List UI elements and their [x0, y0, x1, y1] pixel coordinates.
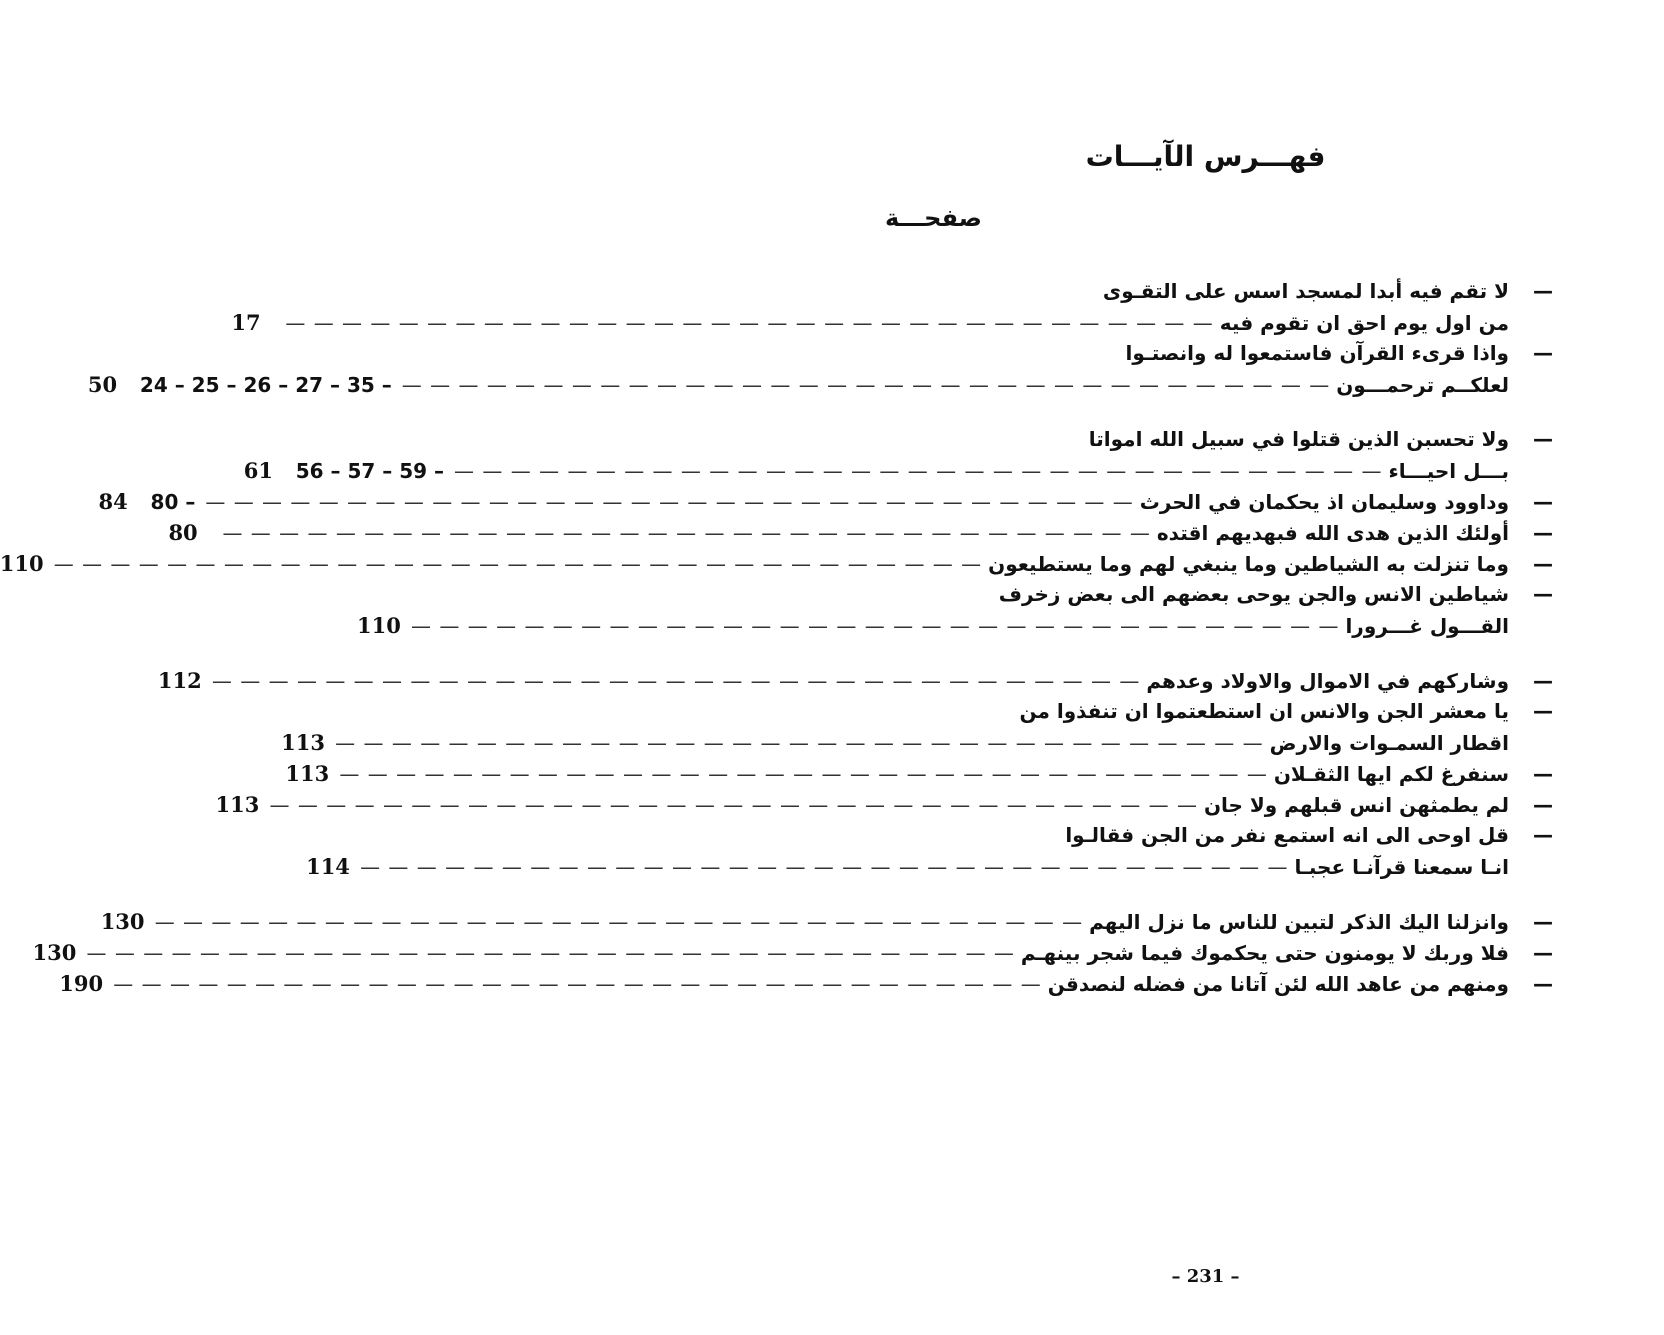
index-entry — [281, 696, 1553, 758]
page-ref: 17 — [231, 310, 261, 335]
entry-line — [875, 276, 1553, 307]
entry-final-line — [306, 851, 1553, 882]
dot-leader: — — — — — — — — — — — — — — — — — — — — — — — — — — — — — — — — — — [401, 373, 1331, 397]
page-column-label: صفحـــة — [885, 204, 982, 232]
page-ref: 113 — [285, 761, 330, 786]
index-entry — [243, 424, 1553, 486]
verse-text: ومنهم من عاهد الله لئن آتانا من فضله لنصدقن — [1047, 972, 1509, 996]
page-ref: 84 — [98, 489, 128, 514]
verse-text: سنفرغ لكم ايها الثقـلان — [1273, 762, 1509, 786]
entry-dash: — — [1533, 762, 1553, 786]
dot-leader: — — — — — — — — — — — — — — — — — — — — — — — — — — — — — — — — — — [222, 521, 1151, 545]
index-entry — [285, 758, 1553, 789]
index-entry — [0, 548, 1553, 579]
entry-final-line — [87, 369, 1553, 400]
entry-line — [875, 424, 1553, 455]
index-entry — [32, 937, 1553, 968]
dot-leader: — — — — — — — — — — — — — — — — — — — — — — — — — — — — — — — — — — [269, 793, 1198, 817]
verse-text: القـــول غـــرورا — [1345, 614, 1509, 638]
verse-text: بـــل احيـــاء — [1388, 459, 1509, 483]
entry-dash: — — [1533, 279, 1553, 303]
index-entry — [157, 665, 1553, 696]
entry-final-line — [100, 906, 1553, 937]
entry-dash: — — [1533, 941, 1553, 965]
dot-leader: — — — — — — — — — — — — — — — — — — — — — — — — — — — — — — — — — — [211, 669, 1141, 693]
entry-line — [875, 696, 1553, 727]
dot-leader: — — — — — — — — — — — — — — — — — — — — — — — — — — — — — — — — — — [339, 762, 1268, 786]
entry-dash: — — [1533, 910, 1553, 934]
index-entry — [168, 517, 1553, 548]
verse-text: وشاركهم في الاموال والاولاد وعدهم — [1146, 669, 1509, 693]
entry-final-line — [168, 517, 1553, 548]
index-entry — [357, 579, 1553, 641]
entry-final-line — [281, 727, 1553, 758]
verse-text: يا معشر الجن والانس ان استطعتموا ان تنفذوا من — [1019, 699, 1509, 723]
entry-line — [875, 338, 1553, 369]
entry-final-line — [59, 968, 1553, 999]
page-number: – 231 – — [1171, 1266, 1240, 1287]
dot-leader: — — — — — — — — — — — — — — — — — — — — — — — — — — — — — — — — — — [285, 311, 1214, 335]
index-entry — [59, 968, 1553, 999]
page-ref: 110 — [0, 551, 44, 576]
page-refs: 80 – — [150, 490, 196, 514]
verse-text: وداوود وسليمان اذ يحكمان في الحرث — [1139, 490, 1509, 514]
page-ref: 50 — [87, 372, 118, 397]
entry-dash: — — [1533, 972, 1553, 996]
entry-dash: — — [1533, 699, 1553, 723]
dot-leader: — — — — — — — — — — — — — — — — — — — — — — — — — — — — — — — — — — [360, 855, 1289, 879]
entry-dash: — — [1533, 669, 1553, 693]
index-entry — [98, 486, 1553, 517]
page-ref: 130 — [32, 940, 77, 965]
dot-leader: — — — — — — — — — — — — — — — — — — — — — — — — — — — — — — — — — — [113, 972, 1042, 996]
entry-dash: — — [1533, 793, 1553, 817]
verse-text: انـا سمعنا قرآنـا عجبـا — [1294, 855, 1509, 879]
entry-dash: — — [1533, 490, 1553, 514]
verse-text: شياطين الانس والجن يوحى بعضهم الى بعض زخرف — [998, 582, 1509, 606]
page-ref: 113 — [281, 730, 325, 755]
index-entry — [231, 276, 1553, 338]
entry-final-line — [0, 548, 1553, 579]
entry-dash: — — [1533, 582, 1553, 606]
entry-final-line — [231, 307, 1553, 338]
entry-line — [875, 579, 1553, 610]
page-ref: 190 — [59, 971, 104, 996]
verse-text: لا تقم فيه أبدا لمسجد اسس على التقـوى — [1102, 279, 1509, 303]
index-entry — [215, 789, 1553, 820]
verse-text: قل اوحى الى انه استمع نفر من الجن فقالـوا — [1065, 823, 1509, 847]
dot-leader: — — — — — — — — — — — — — — — — — — — — — — — — — — — — — — — — — — [411, 614, 1340, 638]
page-refs: 56 – 57 – 59 – — [295, 459, 445, 483]
index-entry — [87, 338, 1553, 400]
index-entry — [100, 906, 1553, 937]
verse-text: لعلكــم ترحمـــون — [1336, 373, 1509, 397]
verse-text: لم يطمثهن انس قبلهم ولا جان — [1203, 793, 1509, 817]
entry-final-line — [357, 610, 1553, 641]
verse-text: واذا قرىء القرآن فاستمعوا له وانصتـوا — [1125, 341, 1509, 365]
dot-leader: — — — — — — — — — — — — — — — — — — — — — — — — — — — — — — — — — — [154, 910, 1084, 934]
verse-text: أولئك الذين هدى الله فبهديهم اقتده — [1156, 521, 1509, 545]
entry-line — [875, 820, 1553, 851]
dot-leader: — — — — — — — — — — — — — — — — — — — — — — — — — — — — — — — — — — [53, 552, 983, 576]
verse-text: فلا وربك لا يومنون حتى يحكموك فيما شجر بينهـم — [1020, 941, 1509, 965]
verse-text: من اول يوم احق ان تقوم فيه — [1219, 311, 1509, 335]
entry-final-line — [215, 789, 1553, 820]
entry-dash: — — [1533, 823, 1553, 847]
page-ref: 112 — [157, 668, 202, 693]
dot-leader: — — — — — — — — — — — — — — — — — — — — — — — — — — — — — — — — — — [335, 731, 1264, 755]
entry-dash: — — [1533, 521, 1553, 545]
page-ref: 130 — [100, 909, 145, 934]
entry-final-line — [285, 758, 1553, 789]
entry-dash: — — [1533, 552, 1553, 576]
entry-dash: — — [1533, 427, 1553, 451]
dot-leader: — — — — — — — — — — — — — — — — — — — — — — — — — — — — — — — — — — [454, 459, 1383, 483]
page-ref: 80 — [168, 520, 198, 545]
page-ref: 110 — [357, 613, 401, 638]
verse-text: وما تنزلت به الشياطين وما ينبغي لهم وما يستطيعون — [988, 552, 1509, 576]
page-ref: 114 — [306, 854, 350, 879]
page-ref: 61 — [243, 458, 273, 483]
page-ref: 113 — [215, 792, 260, 817]
verse-index-list — [0, 276, 1553, 999]
entry-final-line — [98, 486, 1553, 517]
dot-leader: — — — — — — — — — — — — — — — — — — — — — — — — — — — — — — — — — — [86, 941, 1015, 965]
verse-text: ولا تحسبن الذين قتلوا في سبيل الله امواتا — [1088, 427, 1509, 451]
entry-final-line — [157, 665, 1553, 696]
verse-text: اقطار السمـوات والارض — [1269, 731, 1509, 755]
verse-text: وانزلنا اليك الذكر لتبين للناس ما نزل اليهم — [1089, 910, 1509, 934]
page-refs: 24 – 25 – 26 – 27 – 35 – — [139, 373, 392, 397]
page-title: فهـــرس الآيـــات — [1085, 140, 1326, 173]
entry-dash: — — [1533, 341, 1553, 365]
index-entry — [306, 820, 1553, 882]
dot-leader: — — — — — — — — — — — — — — — — — — — — — — — — — — — — — — — — — — [205, 490, 1134, 514]
entry-final-line — [32, 937, 1553, 968]
entry-final-line — [243, 455, 1553, 486]
